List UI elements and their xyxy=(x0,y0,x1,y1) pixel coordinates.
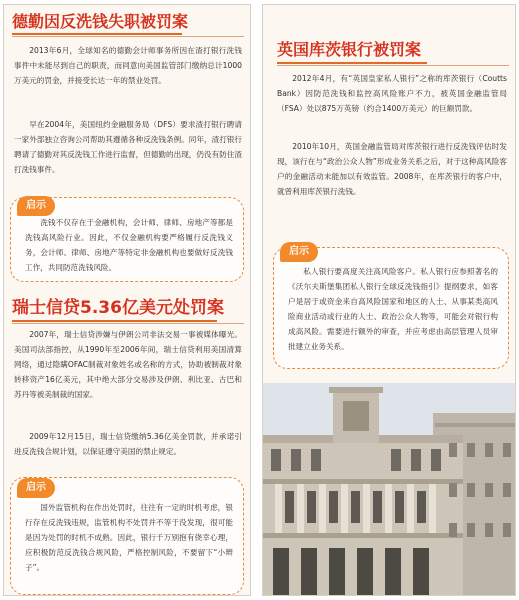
insight-box xyxy=(10,197,244,282)
insight-label: 启示 xyxy=(17,478,55,498)
insight-text: 洗钱不仅存在于金融机构，会计师、律师、房地产等都是洗钱高风险行业。因此，不仅金融机构要严格履行反洗钱义务，会计师、律师、房地产等特定非金融机构也要做好反洗钱工作，共同防范洗钱风险。 xyxy=(25,218,233,272)
section-title-coutts: 英国库茨银行被罚案 xyxy=(277,40,422,59)
title-rule xyxy=(12,36,244,37)
section-title-credit-suisse: 瑞士信贷5.36亿美元处罚案 xyxy=(12,298,224,318)
paragraph: 早在2004年，美国纽约金融服务局（DFS）要求渣打银行聘请一家外部独立咨询公司帮助其遵循各种反洗钱条例。同年，渣打银行聘请了德勤对其反洗钱工作进行监督，但德勤的出现，仍没有防住渣打洗钱事件。 xyxy=(14,120,242,174)
title-underline xyxy=(12,320,217,322)
right-panel xyxy=(262,4,516,596)
paragraph: 2009年12月15日，瑞士信贷缴纳5.36亿美金罚款，并承诺引进反洗钱合规计划，以保证遵守美国的禁止规定。 xyxy=(14,432,242,456)
paragraph: 2013年6月，全球知名的德勤会计师事务所因在渣打银行洗钱事件中未能尽到自己的职责，而同意向美国监管部门缴纳总计1000万美元的罚金，并接受长达一年的禁业处罚。 xyxy=(14,46,242,85)
insight-label: 启示 xyxy=(17,196,55,216)
left-panel xyxy=(3,4,251,596)
insight-box xyxy=(10,477,244,595)
insight-text: 私人银行要高度关注高风险客户。私人银行应参照著名的《沃尔夫斯堡集团私人银行全球反洗钱指引》提纲要求，如客户是居于或资金来自高风险国家和地区的人士、从事某类高风险商业活动或行业的人士、政治公众人物等，可能会对银行构成高风险。需要进行额外的审查，并应考虑由高层管理人员审批建立业务关系。 xyxy=(288,267,498,351)
section-title-deloitte: 德勤因反洗钱失职被罚案 xyxy=(12,12,189,31)
bank-building-image xyxy=(263,383,515,595)
paragraph: 2012年4月，有“英国皇家私人银行”之称的库茨银行（Coutts Bank）因防范洗钱和监控高风险账户不力，被英国金融监管局（FSA）处以875万英镑（约合1400万美元）的巨额罚款。 xyxy=(277,74,507,113)
title-rule xyxy=(277,65,509,66)
insight-text: 国外监管机构在作出处罚时，往往有一定的时机考虑，银行存在反洗钱违规，监管机构不处罚并不等于没发现，很可能是因为处罚的时机不成熟。因此，银行千万别抱有侥幸心理，应积极防范反洗钱合规风险，严格控制风险，不要留下“小辫子”。 xyxy=(25,503,233,572)
bank-building-illustration xyxy=(263,383,516,595)
title-rule xyxy=(12,323,244,324)
insight-box xyxy=(273,247,509,369)
insight-label: 启示 xyxy=(280,242,318,262)
title-underline xyxy=(277,62,427,64)
paragraph: 2007年，瑞士信贷涉嫌与伊朗公司非法交易一事被媒体曝光。美国司法部指控，从1990年至2006年间，瑞士信贷利用美国清算网络，通过隐瞒OFAC制裁对象姓名或名称的方式，协助被制裁对象转移资产16亿美元，其中绝大部分交易涉及伊朗、利比亚、古巴和苏丹等被美制裁的国家。 xyxy=(14,330,242,399)
title-underline xyxy=(12,33,182,35)
paragraph: 2010年10月，英国金融监管局对库茨银行进行反洗钱评估时发现，该行在与“政治公众人物”形成业务关系之后，对于这种高风险客户的金融活动未能加以有效监管。2008年，在库茨银行的客户中，就曾利用库茨银行洗钱。 xyxy=(277,142,507,196)
